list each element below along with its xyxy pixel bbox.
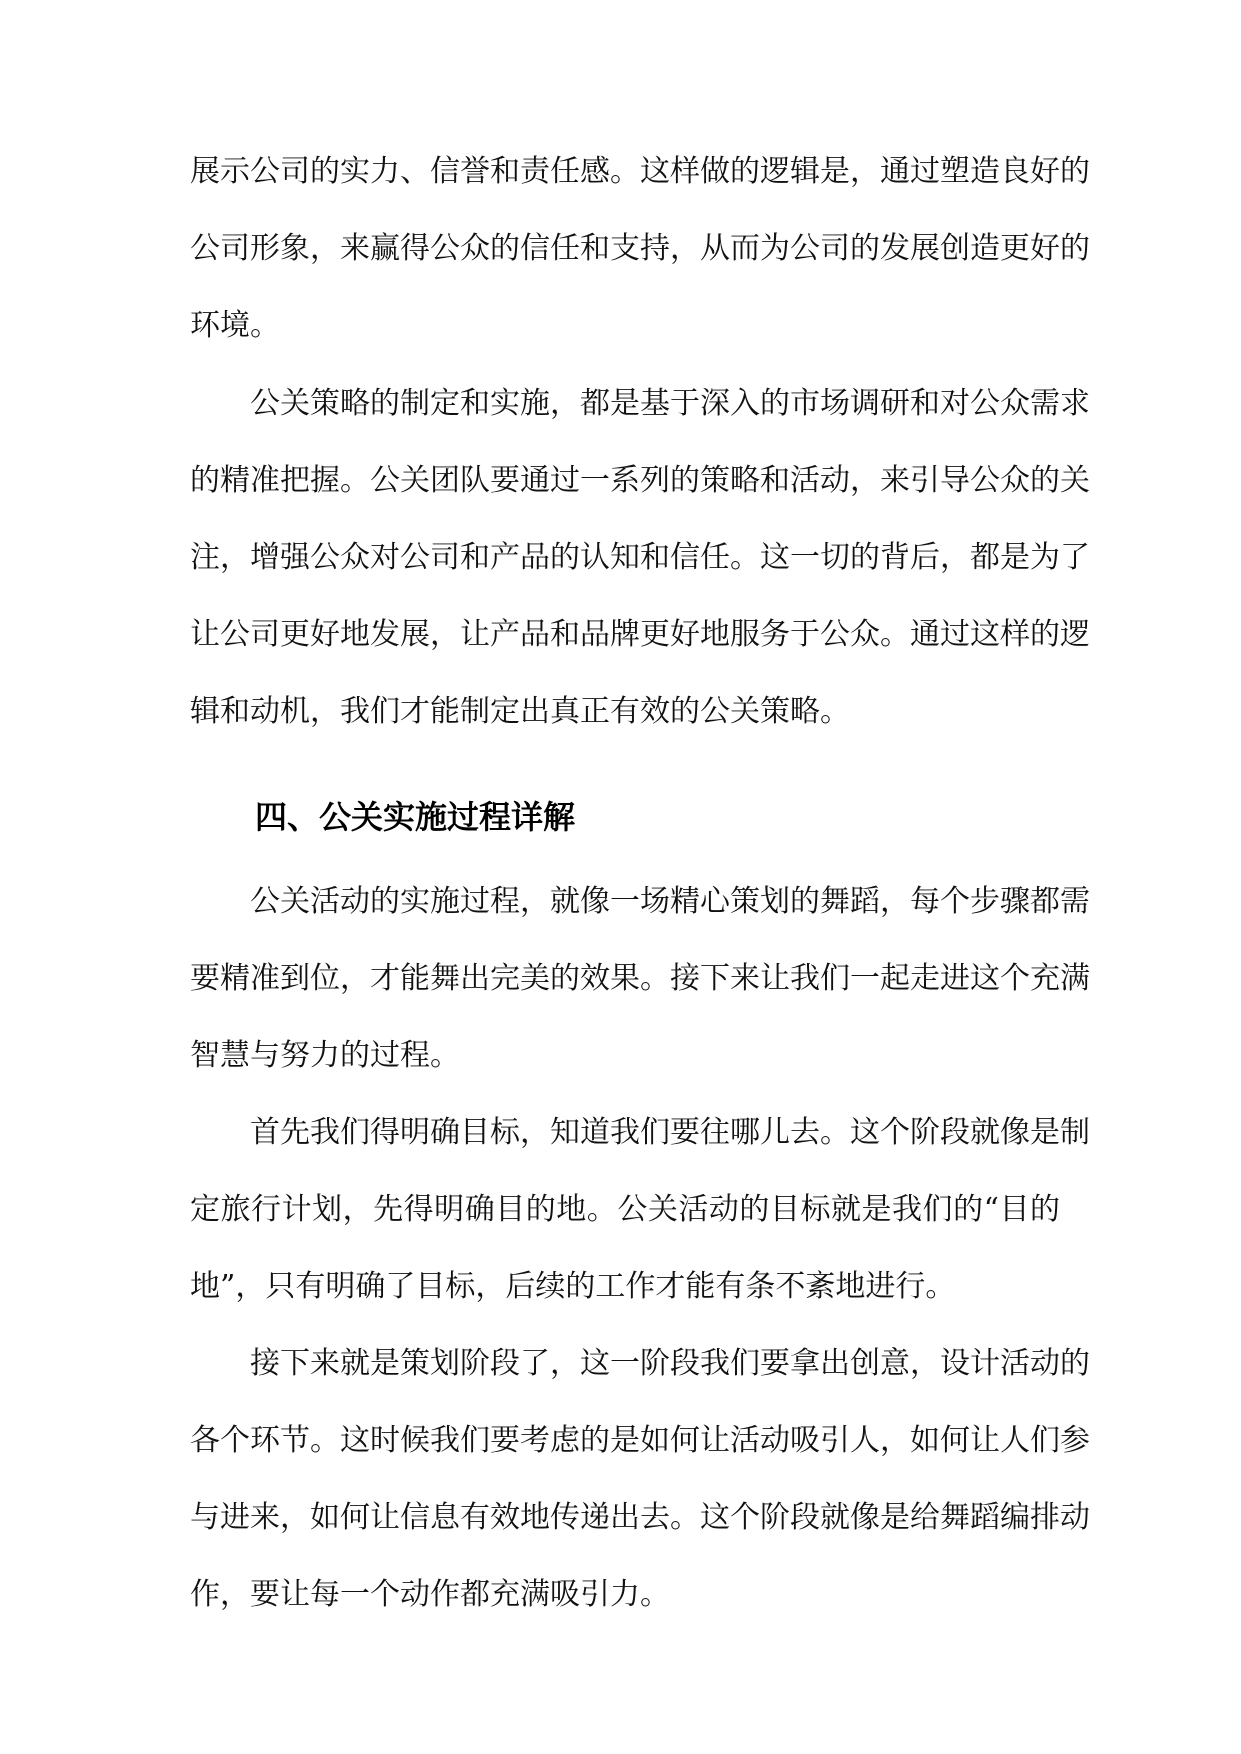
paragraph-1-line-2: 公司形象，来赢得公众的信任和支持，从而为公司的发展创造更好的 — [190, 231, 1090, 266]
paragraph-5-line-1: 接下来就是策划阶段了，这一阶段我们要拿出创意，设计活动的 — [250, 1346, 1090, 1381]
paragraph-2-line-4: 让公司更好地发展，让产品和品牌更好地服务于公众。通过这样的逻 — [190, 617, 1090, 652]
paragraph-3-line-3: 智慧与努力的过程。 — [190, 1038, 460, 1073]
paragraph-4-line-3: 地”，只有明确了目标，后续的工作才能有条不紊地进行。 — [190, 1269, 956, 1304]
paragraph-3-line-2: 要精准到位，才能舞出完美的效果。接下来让我们一起走进这个充满 — [190, 961, 1090, 996]
paragraph-3-line-1: 公关活动的实施过程，就像一场精心策划的舞蹈，每个步骤都需 — [250, 884, 1090, 919]
paragraph-2-line-2: 的精准把握。公关团队要通过一系列的策略和活动，来引导公众的关 — [190, 463, 1090, 498]
section-heading: 四、公关实施过程详解 — [255, 798, 576, 836]
paragraph-4-line-2: 定旅行计划，先得明确目的地。公关活动的目标就是我们的“目的 — [190, 1192, 1060, 1227]
paragraph-5-line-3: 与进来，如何让信息有效地传递出去。这个阶段就像是给舞蹈编排动 — [190, 1500, 1090, 1535]
paragraph-5-line-4: 作，要让每一个动作都充满吸引力。 — [190, 1577, 670, 1612]
paragraph-2-line-3: 注，增强公众对公司和产品的认知和信任。这一切的背后，都是为了 — [190, 540, 1090, 575]
paragraph-4-line-1: 首先我们得明确目标，知道我们要往哪儿去。这个阶段就像是制 — [250, 1115, 1090, 1150]
paragraph-2-line-5: 辑和动机，我们才能制定出真正有效的公关策略。 — [190, 694, 850, 729]
paragraph-1-line-3: 环境。 — [190, 308, 280, 343]
paragraph-1-line-1: 展示公司的实力、信誉和责任感。这样做的逻辑是，通过塑造良好的 — [190, 154, 1090, 189]
paragraph-2-line-1: 公关策略的制定和实施，都是基于深入的市场调研和对公众需求 — [250, 386, 1090, 421]
paragraph-5-line-2: 各个环节。这时候我们要考虑的是如何让活动吸引人，如何让人们参 — [190, 1423, 1090, 1458]
